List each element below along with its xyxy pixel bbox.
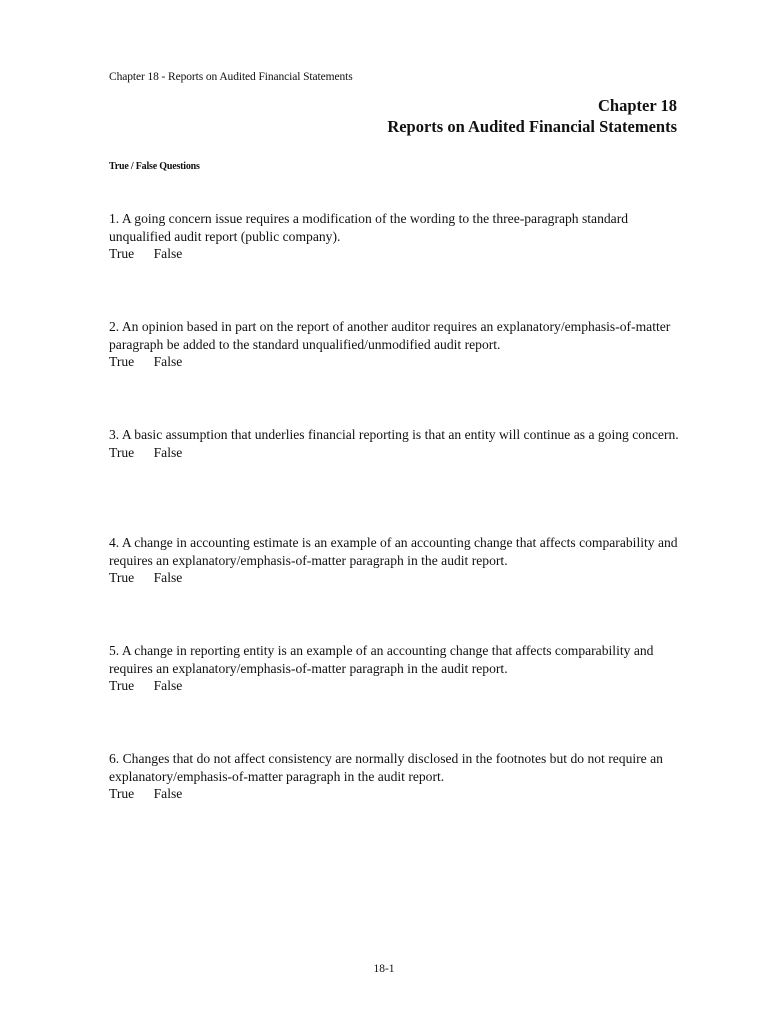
chapter-subtitle: Reports on Audited Financial Statements: [387, 117, 677, 136]
question-4: [109, 534, 679, 587]
section-heading: True / False Questions: [109, 161, 200, 172]
answer-option-true[interactable]: True: [109, 354, 135, 369]
question-text: 6. Changes that do not affect consistency are normally disclosed in the footnotes but do not require an explanatory/emphasis-of-matter paragraph in the audit report.: [109, 751, 663, 784]
question-5: [109, 642, 679, 695]
answer-options: [109, 677, 679, 695]
answer-option-true[interactable]: True: [109, 444, 135, 460]
question-text: 4. A change in accounting estimate is an example of an accounting change that affects comparability and requires an explanatory/emphasis-of-matter paragraph in the audit report.: [109, 535, 678, 568]
running-header: Chapter 18 - Reports on Audited Financial Statements: [109, 71, 353, 83]
question-3: [109, 426, 679, 461]
answer-option-false[interactable]: False: [153, 678, 183, 693]
answer-options: [109, 353, 679, 371]
answer-option-false[interactable]: False: [153, 570, 183, 585]
question-1: [109, 210, 679, 263]
answer-option-true[interactable]: True: [109, 570, 135, 585]
question-text: 2. An opinion based in part on the report of another auditor requires an explanatory/emphasis-of-matter paragraph be added to the standard unqualified/unmodified audit report.: [109, 319, 671, 352]
answer-option-false[interactable]: False: [153, 444, 183, 460]
answer-option-false[interactable]: False: [153, 786, 183, 801]
question-2: [109, 318, 679, 371]
answer-option-false[interactable]: False: [153, 246, 183, 261]
answer-option-true[interactable]: True: [109, 678, 135, 693]
answer-option-true[interactable]: True: [109, 786, 135, 801]
question-text: 3. A basic assumption that underlies financial reporting is that an entity will continue as a going concern.: [109, 427, 679, 442]
question-6: [109, 750, 679, 803]
answer-option-true[interactable]: True: [109, 246, 135, 261]
question-text: 5. A change in reporting entity is an example of an accounting change that affects comparability and requires an explanatory/emphasis-of-matter paragraph in the audit report.: [109, 643, 654, 676]
answer-options: [109, 785, 679, 803]
question-text: 1. A going concern issue requires a modification of the wording to the three-paragraph standard unqualified audit report (public company).: [109, 211, 629, 244]
page-number: 18-1: [373, 963, 395, 975]
answer-options: [109, 444, 679, 462]
answer-options: [109, 245, 679, 263]
answer-options: [109, 569, 679, 587]
chapter-title-block: [387, 95, 677, 137]
answer-option-false[interactable]: False: [153, 354, 183, 369]
chapter-title: Chapter 18: [598, 96, 677, 115]
